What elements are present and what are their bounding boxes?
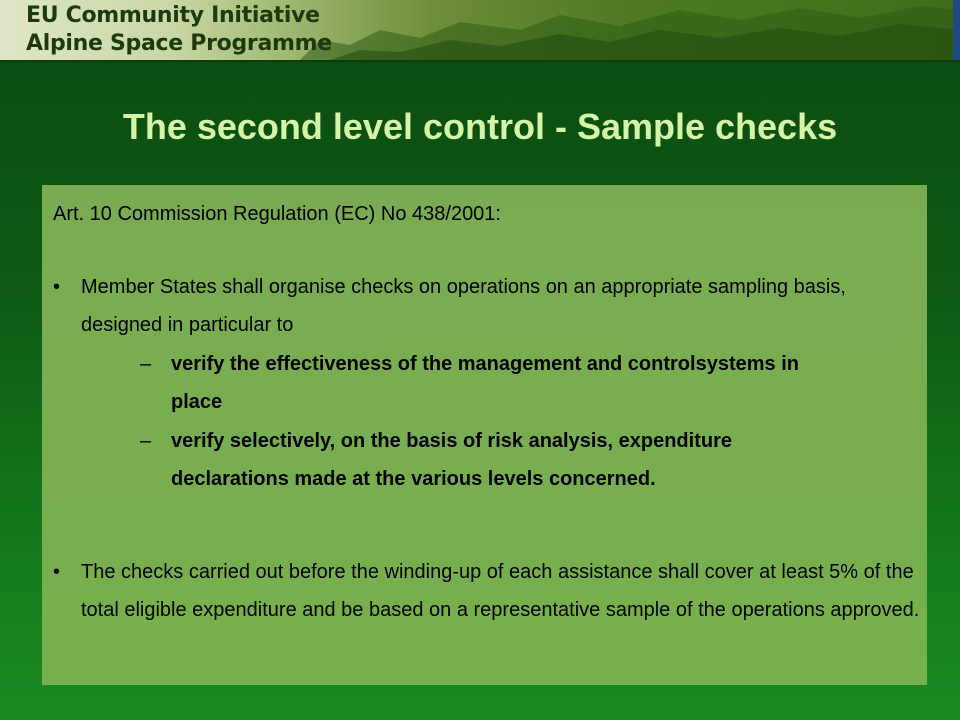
dash-marker: – (140, 430, 152, 452)
slide-title: The second level control - Sample checks (122, 106, 838, 147)
dash-marker: – (140, 353, 152, 375)
sub-item-1 (140, 345, 830, 421)
divider (0, 60, 960, 62)
sub-item-2 (140, 422, 830, 498)
banner-line-1: EU Community Initiative (26, 3, 320, 28)
bullet-item-2 (53, 553, 925, 629)
banner-line-2: Alpine Space Programme (26, 31, 332, 56)
bullet-text-1: Member States shall organise checks on operations on an appropriate sampling basis, designed in particular to (81, 276, 846, 336)
sub-text-1: verify the effectiveness of the management and controlsystems in place (171, 353, 799, 413)
intro-text: Art. 10 Commission Regulation (EC) No 438/2001: (53, 203, 501, 225)
banner-title (26, 2, 332, 58)
content-panel (42, 185, 927, 685)
programme-banner (0, 0, 960, 60)
sub-text-2: verify selectively, on the basis of risk analysis, expenditure declarations made at the various levels concerned. (171, 430, 732, 490)
bullet-marker: • (53, 276, 61, 298)
bullet-text-2: The checks carried out before the winding-up of each assistance shall cover at least 5% of the total eligible expenditure and be based on a representative sample of the operations approved. (81, 561, 920, 621)
banner-edge (953, 0, 960, 60)
bullet-item-1 (53, 268, 925, 344)
bullet-marker: • (53, 561, 61, 583)
